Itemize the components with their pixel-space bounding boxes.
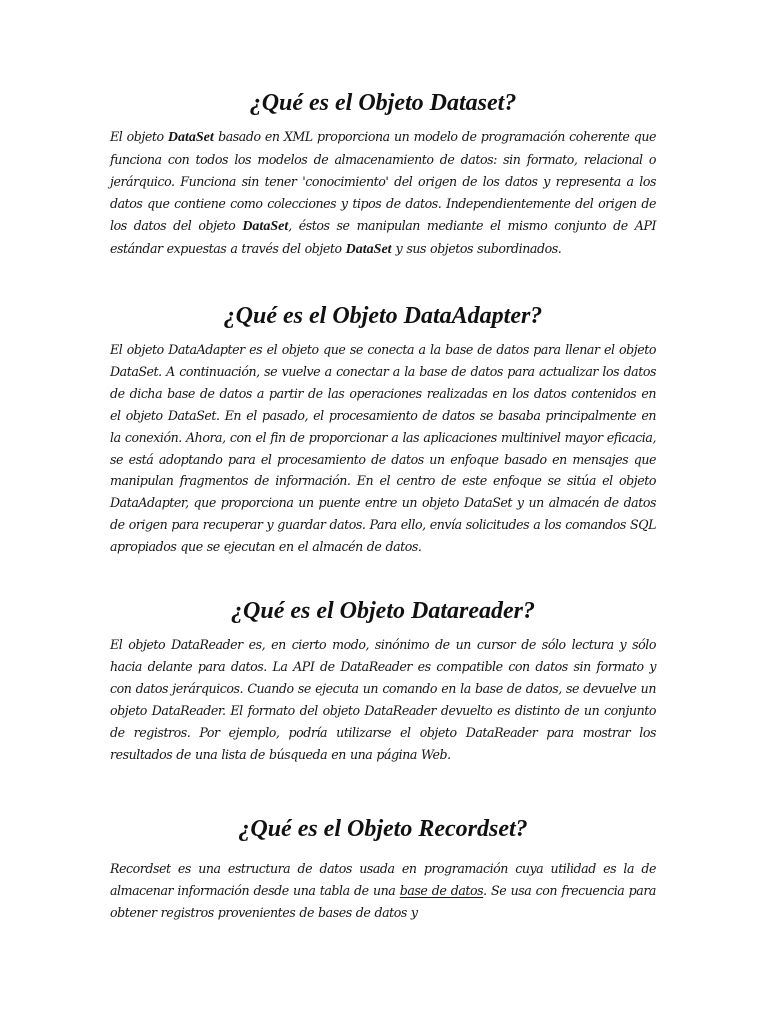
heading-dataadapter: ¿Qué es el Objeto DataAdapter? xyxy=(223,303,543,329)
term-dataset: DataSet xyxy=(167,130,214,145)
paragraph-datareader: El objeto DataReader es, en cierto modo, sinónimo de un cursor de sólo lectura y sólo hacia delante para datos. La API de DataReader es compatible con datos sin formato y con datos jerárquicos. Cuando se ejecuta un comando en la base de datos, se devuelve un objeto DataReader. El formato del objeto DataReader devuelto es distinto de un conjunto de registros. Por ejemplo, podría utilizarse el objeto DataReader para mostrar los resultados de una lista de búsqueda en una página Web. xyxy=(110,637,656,762)
paragraph-dataadapter: El objeto DataAdapter es el objeto que se conecta a la base de datos para llenar el objeto DataSet. A continuación, se vuelve a conectar a la base de datos para actualizar los datos de dicha base de datos a partir de las operaciones realizadas en los datos contenidos en el objeto DataSet. En el pasado, el procesamiento de datos se basaba principalmente en la conexión. Ahora, con el fin de proporcionar a las aplicaciones multinivel mayor eficacia, se está adoptando para el procesamiento de datos un enfoque basado en mensajes que manipulan fragmentos de información. En el centro de este enfoque se sitúa el objeto DataAdapter, que proporciona un puente entre un objeto DataSet y un almacén de datos de origen para recuperar y guardar datos. Para ello, envía solicitudes a los comandos SQL apropiados que se ejecutan en el almacén de datos. xyxy=(110,342,656,555)
heading-datareader: ¿Qué es el Objeto Datareader? xyxy=(231,598,535,624)
paragraph-recordset xyxy=(110,858,656,924)
section-dataset xyxy=(110,88,656,260)
base-de-datos-link[interactable]: base de datos xyxy=(399,882,484,898)
heading-recordset: ¿Qué es el Objeto Recordset? xyxy=(238,816,528,842)
text-run: El objeto xyxy=(110,129,168,144)
heading-dataset: ¿Qué es el Objeto Dataset? xyxy=(249,90,517,116)
text-run: basado en XML proporciona un modelo de programación coherente que funciona con todos los modelos de almacenamiento de datos: sin formato, relacional o jerárquico. Funciona sin tener 'conocimiento' del origen de los datos y representa a los datos que contiene como colecciones y tipos de datos. Independientemente del origen de los datos del objeto xyxy=(110,129,657,233)
text-run: , éstos se manipulan mediante el mismo conjunto de API estándar expuestas a través del objeto xyxy=(110,217,656,256)
paragraph-dataset xyxy=(110,126,656,260)
section-recordset xyxy=(110,814,656,924)
section-datareader xyxy=(110,596,656,765)
section-dataadapter xyxy=(110,301,656,558)
text-run: y sus objetos subordinados. xyxy=(391,240,562,256)
term-dataset: DataSet xyxy=(242,218,289,234)
text-run: . Se usa con frecuencia para obtener registros provenientes de bases de datos y xyxy=(110,882,656,920)
term-dataset: DataSet xyxy=(345,241,392,257)
text-run: Recordset es una estructura de datos usada en programación cuya utilidad es la de almacenar información desde una tabla de una xyxy=(110,861,656,898)
